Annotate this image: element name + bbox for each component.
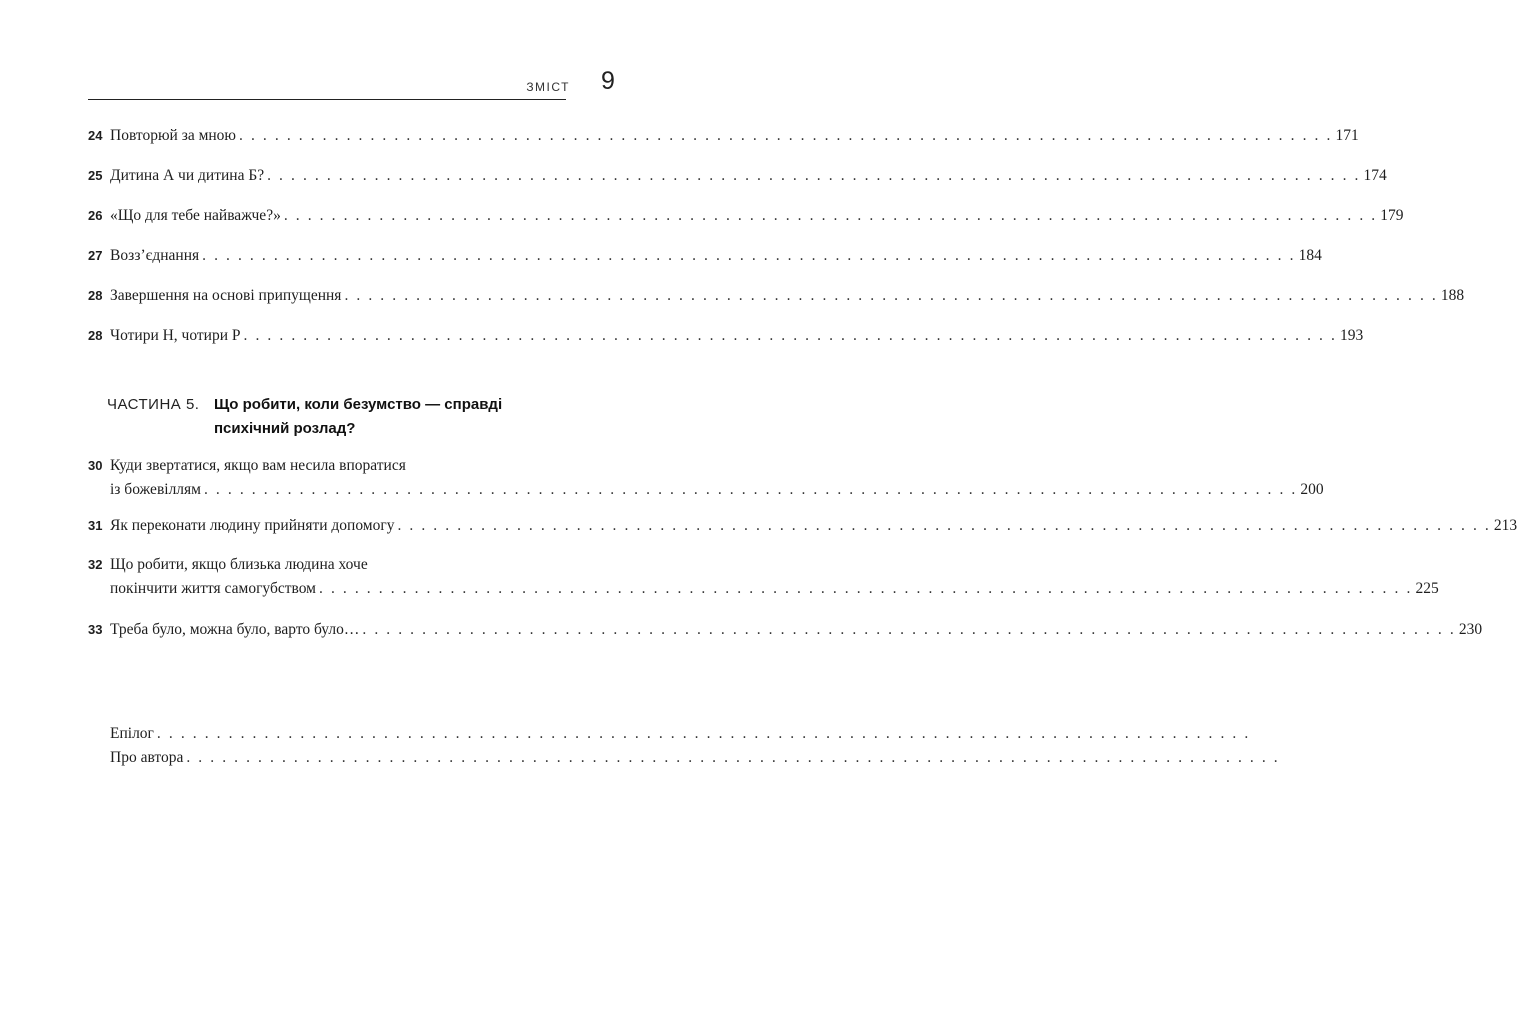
dot-leader: . . . . . . . . . . . . . . . . . . . . . . . . . . . . . . . . . . . . . . . . . . . . . . . . . . . . . . . . . . . . . . . . . . . . . . . . . . . . . . . . . . . . . . . . . . . . xyxy=(243,327,1337,344)
chapter-title: Дитина А чи дитина Б? xyxy=(110,167,265,184)
chapter-title: Завершення на основі припущення xyxy=(110,287,342,304)
dot-leader: . . . . . . . . . . . . . . . . . . . . . . . . . . . . . . . . . . . . . . . . . . . . . . . . . . . . . . . . . . . . . . . . . . . . . . . . . . . . . . . . . . . . . . . . . . . . xyxy=(344,287,1438,304)
page-number: 9 xyxy=(601,67,615,95)
toc-entry xyxy=(88,514,1517,538)
toc-entry xyxy=(88,553,1439,601)
chapter-number: 24 xyxy=(88,128,103,143)
toc-entry xyxy=(88,454,1324,502)
chapter-title-line-1: Що робити, якщо близька людина хоче xyxy=(110,556,368,573)
dot-leader: . . . . . . . . . . . . . . . . . . . . . . . . . . . . . . . . . . . . . . . . . . . . . . . . . . . . . . . . . . . . . . . . . . . . . . . . . . . . . . . . . . . . . . . . . . . . xyxy=(267,167,1361,184)
about-author-title: Про автора xyxy=(110,749,184,766)
chapter-title: Треба було, можна було, варто було… xyxy=(110,621,360,638)
chapter-title-line-2: із божевіллям xyxy=(110,481,201,498)
dot-leader: . . . . . . . . . . . . . . . . . . . . . . . . . . . . . . . . . . . . . . . . . . . . . . . . . . . . . . . . . . . . . . . . . . . . . . . . . . . . . . . . . . . . . . . . . . . . xyxy=(319,580,1413,597)
header-divider xyxy=(88,99,566,100)
epilogue-title: Епілог xyxy=(110,725,154,742)
toc-entry xyxy=(88,164,1387,188)
dot-leader: . . . . . . . . . . . . . . . . . . . . . . . . . . . . . . . . . . . . . . . . . . . . . . . . . . . . . . . . . . . . . . . . . . . . . . . . . . . . . . . . . . . . . . . . . . . . xyxy=(203,481,1298,498)
toc-entry xyxy=(88,124,1359,148)
toc-entry xyxy=(88,618,1483,642)
chapter-number: 32 xyxy=(88,557,103,572)
dot-leader: . . . . . . . . . . . . . . . . . . . . . . . . . . . . . . . . . . . . . . . . . . . . . . . . . . . . . . . . . . . . . . . . . . . . . . . . . . . . . . . . . . . . . . . . . . . . xyxy=(397,517,1491,534)
chapter-number: 30 xyxy=(88,458,103,473)
chapter-page: 225 xyxy=(1415,580,1439,597)
running-header-label: ЗМІСТ xyxy=(526,80,570,94)
toc-entry xyxy=(88,324,1364,348)
chapter-page: 230 xyxy=(1458,621,1483,638)
dot-leader: . . . . . . . . . . . . . . . . . . . . . . . . . . . . . . . . . . . . . . . . . . . . . . . . . . . . . . . . . . . . . . . . . . . . . . . . . . . . . . . . . . . . . . . . . . . . xyxy=(283,207,1378,224)
chapter-page: 179 xyxy=(1380,207,1404,224)
chapter-page: 193 xyxy=(1339,327,1364,344)
chapter-number: 28 xyxy=(88,328,103,343)
dot-leader: . . . . . . . . . . . . . . . . . . . . . . . . . . . . . . . . . . . . . . . . . . . . . . . . . . . . . . . . . . . . . . . . . . . . . . . . . . . . . . . . . . . . . . . . . . . . xyxy=(202,247,1296,264)
chapter-number: 27 xyxy=(88,248,103,263)
chapter-page: 174 xyxy=(1363,167,1387,184)
chapter-title: Чотири Н, чотири Р xyxy=(110,327,241,344)
toc-entry xyxy=(88,244,1322,268)
chapter-title: Як переконати людину прийняти допомогу xyxy=(110,517,395,534)
chapter-title-line-1: Куди звертатися, якщо вам несила впоратися xyxy=(110,457,406,474)
part-title: Що робити, коли безумство — справді психічний розлад? xyxy=(214,396,503,437)
chapter-page: 188 xyxy=(1440,287,1465,304)
chapter-number: 33 xyxy=(88,622,103,637)
dot-leader: . . . . . . . . . . . . . . . . . . . . . . . . . . . . . . . . . . . . . . . . . . . . . . . . . . . . . . . . . . . . . . . . . . . . . . . . . . . . . . . . . . . . . . . . . . . . xyxy=(186,749,1280,766)
dot-leader: . . . . . . . . . . . . . . . . . . . . . . . . . . . . . . . . . . . . . . . . . . . . . . . . . . . . . . . . . . . . . . . . . . . . . . . . . . . . . . . . . . . . . . . . . . . . xyxy=(156,725,1251,742)
chapter-title: Возз’єднання xyxy=(110,247,200,264)
chapter-page: 200 xyxy=(1300,481,1324,498)
chapter-page: 213 xyxy=(1493,517,1517,534)
chapter-page: 184 xyxy=(1298,247,1322,264)
dot-leader: . . . . . . . . . . . . . . . . . . . . . . . . . . . . . . . . . . . . . . . . . . . . . . . . . . . . . . . . . . . . . . . . . . . . . . . . . . . . . . . . . . . . . . . . . . . . xyxy=(239,127,1333,144)
toc-entry xyxy=(88,204,1404,228)
part-label: ЧАСТИНА 5. xyxy=(107,396,200,413)
back-matter-entry xyxy=(110,722,1251,746)
chapter-title: «Що для тебе найважче?» xyxy=(110,207,281,224)
chapter-page: 171 xyxy=(1335,127,1359,144)
chapter-title: Повторюй за мною xyxy=(110,127,237,144)
dot-leader: . . . . . . . . . . . . . . . . . . . . . . . . . . . . . . . . . . . . . . . . . . . . . . . . . . . . . . . . . . . . . . . . . . . . . . . . . . . . . . . . . . . . . . . . . . . . xyxy=(362,621,1456,638)
chapter-number: 26 xyxy=(88,208,103,223)
chapter-number: 25 xyxy=(88,168,103,183)
chapter-number: 28 xyxy=(88,288,103,303)
chapter-number: 31 xyxy=(88,518,103,533)
chapter-title-line-2: покінчити життя самогубством xyxy=(110,580,316,597)
toc-entry xyxy=(88,284,1465,308)
back-matter-entry xyxy=(110,746,1280,770)
